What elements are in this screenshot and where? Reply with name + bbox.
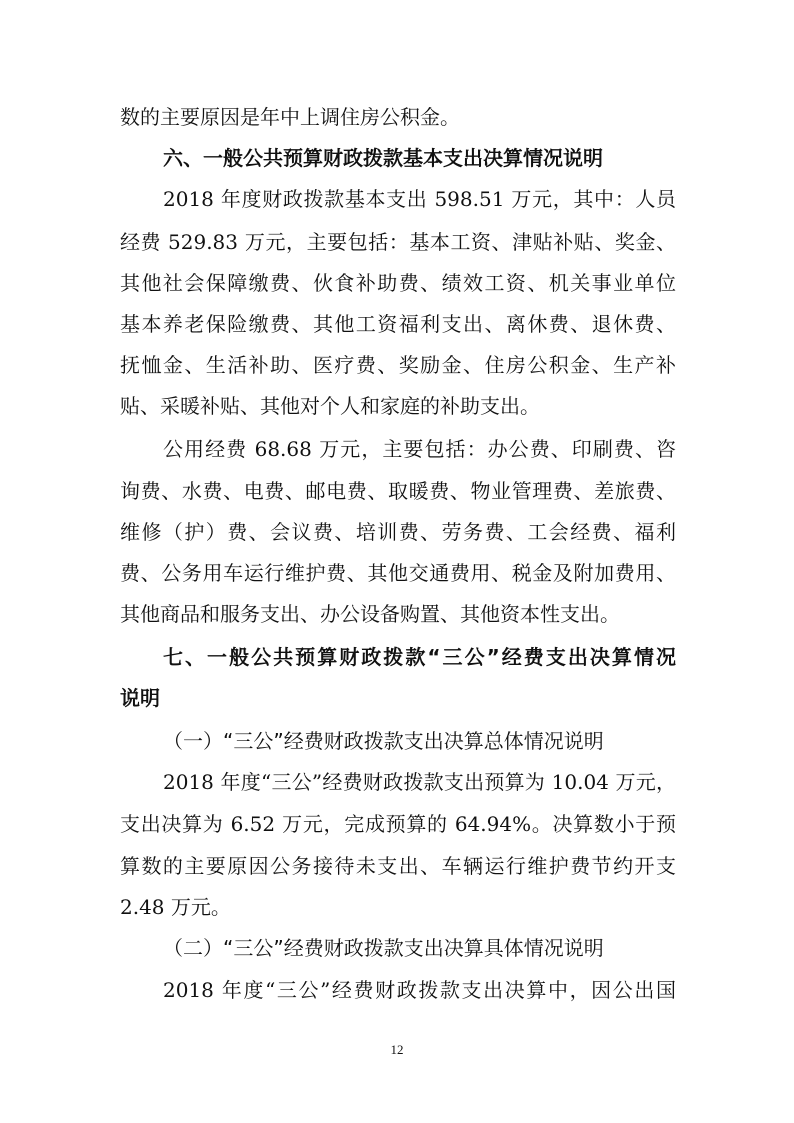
paragraph-line: 2018 年度财政拨款基本支出 598.51 万元，其中：人员 <box>163 187 676 211</box>
subsection-heading-two: （二）“三公”经费财政拨款支出决算具体情况说明 <box>163 936 604 960</box>
paragraph-line: 贴、采暖补贴、其他对个人和家庭的补助支出。 <box>120 394 540 418</box>
paragraph-line: 其他社会保障缴费、伙食补助费、绩效工资、机关事业单位 <box>120 271 676 295</box>
paragraph-line: 其他商品和服务支出、办公设备购置、其他资本性支出。 <box>120 602 620 626</box>
paragraph-line: 费、公务用车运行维护费、其他交通费用、税金及附加费用、 <box>120 561 676 585</box>
paragraph-line: 算数的主要原因公务接待未支出、车辆运行维护费节约开支 <box>120 854 676 878</box>
paragraph-line: 2018 年度“三公”经费财政拨款支出决算中，因公出国 <box>163 978 676 1002</box>
paragraph-line: 基本养老保险缴费、其他工资福利支出、离休费、退休费、 <box>120 312 676 336</box>
paragraph-line: 询费、水费、电费、邮电费、取暖费、物业管理费、差旅费、 <box>120 479 676 503</box>
paragraph-line: 2.48 万元。 <box>120 895 231 919</box>
paragraph-line: 支出决算为 6.52 万元，完成预算的 64.94%。决算数小于预 <box>120 812 676 836</box>
paragraph-line: 维修（护）费、会议费、培训费、劳务费、工会经费、福利 <box>120 520 676 544</box>
section-heading-six: 六、一般公共预算财政拨款基本支出决算情况说明 <box>163 146 603 170</box>
section-heading-seven: 七、一般公共预算财政拨款“三公”经费支出决算情况 <box>163 645 676 669</box>
subsection-heading-one: （一）“三公”经费财政拨款支出决算总体情况说明 <box>163 729 604 753</box>
page-number: 12 <box>390 1042 404 1057</box>
paragraph-continuation-line: 数的主要原因是年中上调住房公积金。 <box>120 105 460 129</box>
paragraph-line: 2018 年度“三公”经费财政拨款支出预算为 10.04 万元， <box>163 770 676 794</box>
paragraph-line: 经费 529.83 万元，主要包括：基本工资、津贴补贴、奖金、 <box>120 230 676 254</box>
paragraph-line: 公用经费 68.68 万元，主要包括：办公费、印刷费、咨 <box>163 437 676 461</box>
paragraph-line: 抚恤金、生活补助、医疗费、奖励金、住房公积金、生产补 <box>120 353 676 377</box>
section-heading-seven-continued: 说明 <box>120 686 160 710</box>
